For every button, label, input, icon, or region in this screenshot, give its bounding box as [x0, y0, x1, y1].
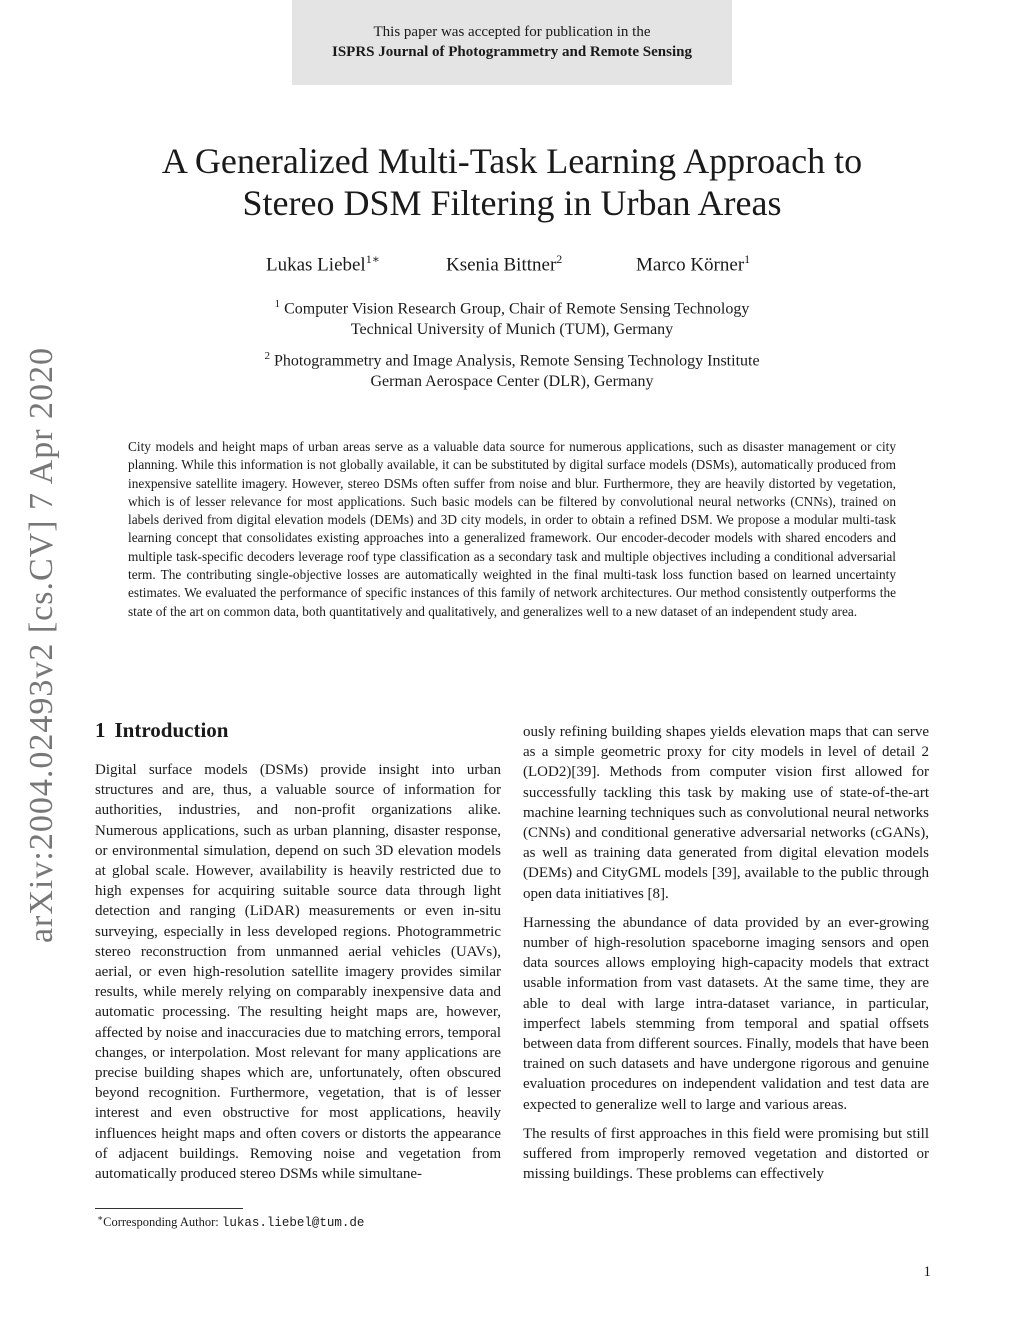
title-line-2: Stereo DSM Filtering in Urban Areas [242, 183, 782, 223]
paragraph: Digital surface models (DSMs) provide insight into urban structures and are, thus, a valuable source of information for authorities, industries, and non-profit organizations alike. Numerous applications, such as urban planning, disaster response, or environmental simulation, depend on such 3D elevation models at global scale. However, availability is heavily restricted due to high expenses for acquiring suitable source data through light detection and ranging (LiDAR) measurements or even in-situ surveying, especially in less developed regions. Photogrammetric stereo reconstruction from unmanned aerial vehicles (UAVs), aerial, or even high-resolution satellite imagery provides similar results, while merely relying on comparably inexpensive data and automatic processing. The resulting height maps are, however, affected by noise and inaccuracies due to matching errors, temporal changes, or interpolation. Most relevant for many applications are precise building shapes which are, unfortunately, often obscured beyond recognition. Furthermore, vegetation, that is of lesser interest and even obstructive for most applications, heavily influences height maps and often covers or distorts the appearance of adjacent buildings. Removing noise and vegetation from automatically produced stereo DSMs while simultane- [95, 762, 501, 1183]
banner-line-1: This paper was accepted for publication in the [373, 24, 651, 40]
corresponding-email[interactable]: lukas.liebel@tum.de [221, 1216, 365, 1231]
abstract: City models and height maps of urban areas serve as a valuable data source for numerous applications, such as disaster management or city planning. While this information is not globally available, it can be substituted by digital surface models (DSMs), automatically produced from inexpensive satellite imagery. However, stereo DSMs often suffer from noise and blur. Furthermore, they are heavily distorted by vegetation, which is of lesser relevance for most applications. Such basic models can be filtered by convolutional neural networks (CNNs), trained on labels derived from digital elevation models (DEMs) and 3D city models, in order to obtain a refined DSM. We propose a modular multi-task learning concept that consolidates existing approaches into a generalized framework. Our encoder-decoder models with shared encoders and multiple task-specific decoders leverage roof type classification as a secondary task and multiple objectives including a conditional adversarial term. The contributing single-objective losses are automatically weighted in the final multi-task loss function based on learned uncertainty estimates. We evaluated the performance of specific instances of this family of network architectures. Our method consistently outperforms the state of the art on common data, both quantitatively and qualitatively, and generalizes well to a new dataset of an independent study area. [128, 439, 896, 619]
footnote-rule [95, 1208, 243, 1209]
title-line-1: A Generalized Multi-Task Learning Approach to [161, 141, 863, 181]
affiliation: $^1$ Computer Vision Research Group, Chair of Remote Sensing Technology Technical University of Munich (TUM), Germany [274, 298, 750, 339]
publication-banner [292, 0, 732, 85]
paper-title [0, 140, 1024, 224]
banner-journal-name: ISPRS Journal of Photogrammetry and Remote Sensing [332, 44, 692, 60]
right-column [523, 722, 929, 1193]
author: Ksenia Bittner$^2$ [446, 252, 563, 276]
paragraph: Harnessing the abundance of data provided by an ever-growing number of high-resolution spaceborne imaging sensors and open data sources allows employing high-capacity models that extract usable information from vast datasets. At the same time, they are able to deal with large intra-dataset variance, in particular, imperfect labels stemming from temporal and spatial offsets between data from different sources. Finally, models that have been trained on such datasets and have undergone rigorous and genuine evaluation procedures on independent validation and test data are expected to generalize well to large and various areas. [523, 914, 929, 1113]
author: Lukas Liebel$^{1∗}$ [266, 252, 380, 276]
footnote: ∗Corresponding Author: lukas.liebel@tum.de [97, 1213, 365, 1231]
paragraph: ously refining building shapes yields elevation maps that can serve as a simple geometric proxy for city models in level of detail 2 (LOD2)[39]. Methods from computer vision first allowed for successfully tackling this task by making use of state-of-the-art machine learning techniques such as convolutional neural networks (CNNs) and conditional generative adversarial networks (cGANs), as well as training data generated from digital elevation models (DEMs) and CityGML models [39], available to the public through open data initiatives [8]. [523, 724, 929, 902]
author: Marco Körner$^1$ [636, 252, 751, 276]
affiliation: $^2$ Photogrammetry and Image Analysis, Remote Sensing Technology Institute German Aerospace Center (DLR), Germany [264, 350, 760, 391]
left-column [95, 760, 501, 1193]
arxiv-stamp-text: arXiv:2004.02493v2 [cs.CV] 7 Apr 2020 [23, 346, 60, 944]
section-heading-introduction: 1 Introduction [95, 718, 229, 742]
paragraph: The results of first approaches in this field were promising but still suffered from improperly removed vegetation and distorted or missing buildings. These problems can effectively [523, 1125, 929, 1183]
author-list [0, 252, 1024, 278]
